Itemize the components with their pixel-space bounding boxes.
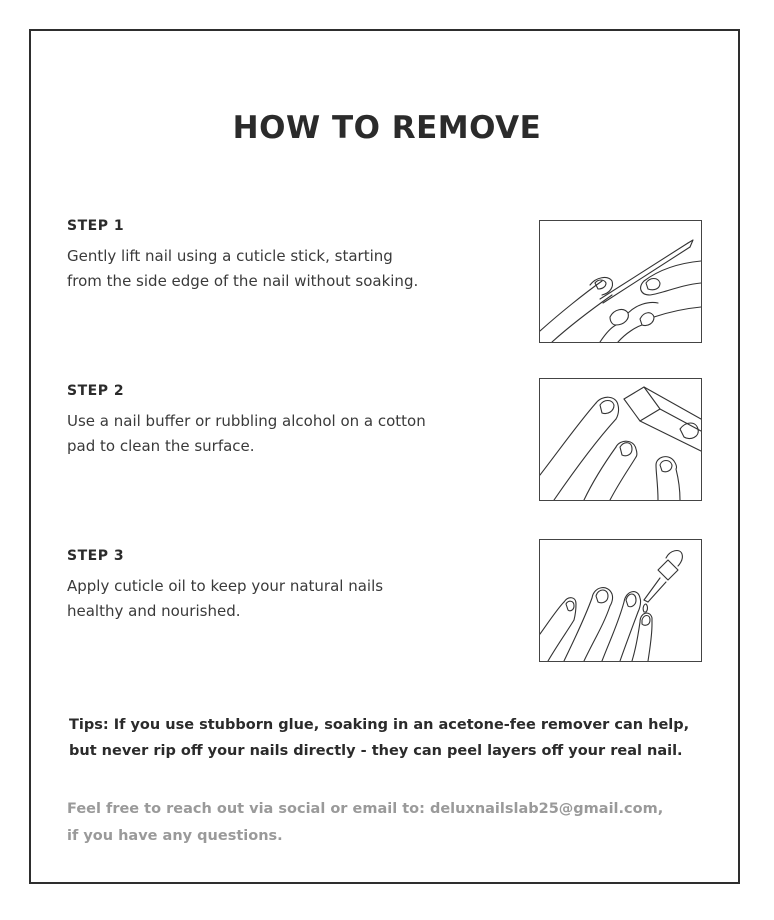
contact-line-2: if you have any questions.	[67, 828, 283, 844]
contact-note	[67, 796, 717, 850]
tips-line-2: but never rip off your nails directly - they can peel layers off your real nail.	[69, 743, 683, 759]
step-1-line-2: from the side edge of the nail without soaking.	[67, 272, 419, 290]
step-3-label: STEP 3	[67, 548, 125, 564]
step-1-label: STEP 1	[67, 218, 125, 234]
step-3-line-1: Apply cuticle oil to keep your natural nails	[67, 577, 384, 595]
page-title: HOW TO REMOVE	[232, 110, 542, 146]
contact-line-1[interactable]: Feel free to reach out via social or email to: deluxnailslab25@gmail.com,	[67, 801, 664, 817]
tips-line-1: Tips: If you use stubborn glue, soaking in an acetone-fee remover can help,	[69, 717, 690, 733]
cuticle-oil-dropper-icon	[539, 539, 702, 662]
step-3-line-2: healthy and nourished.	[67, 602, 241, 620]
cuticle-stick-lifting-nail-icon	[539, 220, 702, 343]
step-1-line-1: Gently lift nail using a cuticle stick, starting	[67, 247, 393, 265]
step-2-line-2: pad to clean the surface.	[67, 437, 255, 455]
nail-buffer-icon	[539, 378, 702, 501]
step-2-line-1: Use a nail buffer or rubbling alcohol on a cotton	[67, 412, 426, 430]
step-2-label: STEP 2	[67, 383, 125, 399]
tips-note	[69, 712, 719, 764]
